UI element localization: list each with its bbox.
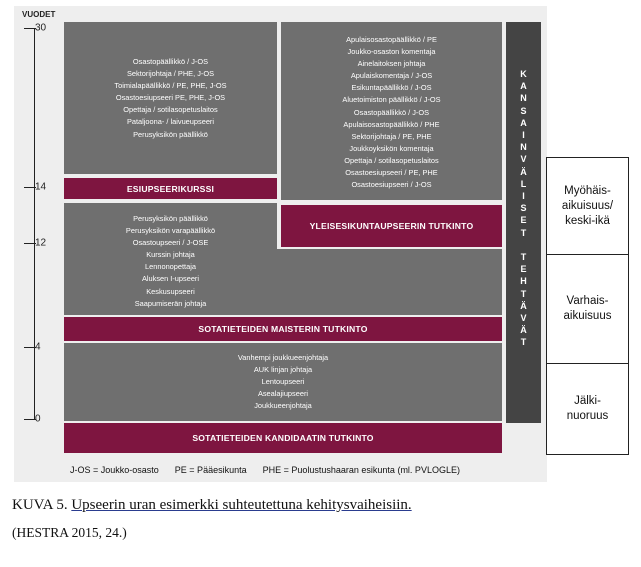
list-item: Joukko-osaston komentaja <box>347 47 436 57</box>
list-item: AUK linjan johtaja <box>253 365 313 375</box>
list-item: Aluetoimiston päällikkö / J-OS <box>342 95 441 105</box>
list-item: Pataljoona- / laivueupseeri <box>126 117 215 127</box>
list-item: Apulaiskomentaja / J-OS <box>350 71 433 81</box>
caption-prefix: KUVA 5. <box>12 497 72 513</box>
list-item: Keskusupseeri <box>146 286 195 296</box>
list-item: A <box>520 81 527 92</box>
list-item: Osastoupseeri / J-OSE <box>132 238 209 248</box>
axis-title: VUODET <box>22 10 56 19</box>
block-bottom <box>64 343 502 421</box>
list-item: V <box>520 154 527 165</box>
band-maisteri: SOTATIETEIDEN MAISTERIN TUTKINTO <box>64 317 502 341</box>
stage-late-adulthood: Myöhäis- aikuisuus/ keski-ikä <box>561 184 614 227</box>
list-item: Perusyksikön päällikkö <box>133 129 208 139</box>
list-item <box>522 239 525 251</box>
legend <box>70 465 460 475</box>
band-kandidaatti: SOTATIETEIDEN KANDIDAATIN TUTKINTO <box>64 423 502 453</box>
list-item: S <box>520 203 527 214</box>
list-item: T <box>520 337 527 348</box>
list-item: E <box>520 215 527 226</box>
list-item: Ä <box>520 166 527 177</box>
list-item: Perusyksikön varapäällikkö <box>125 226 216 236</box>
axis-label-30: 30 <box>35 22 47 34</box>
band-esiupseerikurssi: ESIUPSEERIKURSSI <box>64 178 277 199</box>
development-stages <box>546 157 629 455</box>
stage-early-adulthood: Varhais- aikuisuus <box>563 295 612 322</box>
list-item: N <box>520 93 527 104</box>
list-item: T <box>520 288 527 299</box>
list-item: Sektorijohtaja / PE, PHE <box>351 131 432 141</box>
legend-jos: J-OS = Joukko-osasto <box>70 465 159 475</box>
list-item: N <box>520 142 527 153</box>
list-item: S <box>520 105 527 116</box>
axis-label-12: 12 <box>35 237 47 249</box>
list-item: Vanhempi joukkueenjohtaja <box>237 353 329 362</box>
list-item: I <box>522 130 525 141</box>
list-item: V <box>520 313 527 324</box>
list-item: Perusyksikön päällikkö <box>133 214 208 223</box>
axis-label-4: 4 <box>35 341 41 353</box>
list-item: K <box>520 69 527 79</box>
list-item: Asealajiupseeri <box>257 389 309 399</box>
list-item: Apulaisosastopäällikkö / PHE <box>343 119 440 129</box>
list-item: Osastopäällikkö / J-OS <box>132 57 209 66</box>
figure-source: (HESTRA 2015, 24.) <box>12 525 127 540</box>
list-item: T <box>520 252 527 263</box>
block-top-right <box>281 22 502 200</box>
vertical-bar-kansainvaliset-tehtavat <box>506 22 541 423</box>
figure-caption <box>12 497 412 514</box>
band-yleisesikunta: YLEISESIKUNTAUPSEERIN TUTKINTO <box>281 205 502 247</box>
caption-text: Upseerin uran esimerkki suhteutettuna kehitysvaiheisiin. <box>71 497 412 513</box>
list-item: Sektorijohtaja / PHE, J-OS <box>126 69 215 79</box>
legend-phe: PHE = Puolustushaaran esikunta (ml. PVLOGLE) <box>262 465 460 475</box>
list-item: Osastoesiupseeri / J-OS <box>351 180 432 190</box>
list-item: Kurssin johtaja <box>146 250 195 260</box>
list-item: Toimialapäällikkö / PE, PHE, J-OS <box>114 81 227 91</box>
axis-line <box>34 28 35 420</box>
list-item: Joukkueenjohtaja <box>254 401 312 411</box>
list-item: Esikuntapäällikkö / J-OS <box>351 83 432 93</box>
list-item: L <box>520 178 527 189</box>
list-item: I <box>522 191 525 202</box>
list-item: Aluksen I-upseeri <box>141 274 200 284</box>
list-item: Opettaja / sotilasopetuslaitos <box>344 155 439 165</box>
axis-label-14: 14 <box>35 181 47 193</box>
list-item: Ainelaitoksen johtaja <box>357 59 426 69</box>
list-item: Lennonopettaja <box>145 262 196 272</box>
list-item: Joukkoyksikön komentaja <box>349 143 434 153</box>
block-top-left <box>64 22 277 174</box>
list-item: E <box>520 264 527 275</box>
list-item: Saapumiserän johtaja <box>134 298 207 308</box>
list-item: Opettaja / sotilasopetuslaitos <box>123 105 218 115</box>
block-middle-extension <box>277 249 502 315</box>
list-item: Osastoesiupseeri PE, PHE, J-OS <box>115 93 226 103</box>
axis-label-0: 0 <box>35 413 41 425</box>
list-item: Lentoupseeri <box>261 377 305 387</box>
stage-post-adolescence: Jälki- nuoruus <box>566 395 609 422</box>
list-item: H <box>520 276 527 287</box>
list-item: Ä <box>520 300 527 311</box>
legend-pe: PE = Pääesikunta <box>174 465 247 475</box>
list-item: Ä <box>520 325 527 336</box>
list-item: Osastopäällikkö / J-OS <box>353 107 430 117</box>
list-item: T <box>520 227 527 238</box>
block-middle <box>64 203 277 315</box>
list-item: Apulaisosastopäällikkö / PE <box>346 35 437 44</box>
list-item: Osastoesiupseeri / PE, PHE <box>345 168 438 178</box>
list-item: A <box>520 117 527 128</box>
